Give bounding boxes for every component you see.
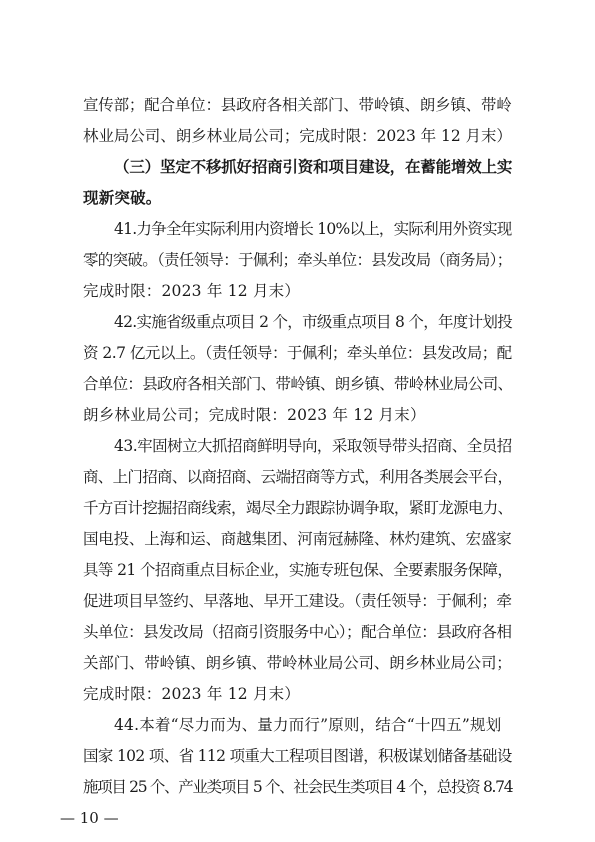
text-line: 国家 102 项、省 112 项重大工程项目图谱，积极谋划储备基础设 bbox=[83, 747, 512, 765]
text-line: 44.本着“尽力而为、量力而行”原则，结合“十四五”规划 bbox=[114, 716, 502, 734]
section-heading: 现新突破。 bbox=[83, 189, 162, 207]
text-line: 国电投、上海和运、商越集团、河南冠赫隆、林灼建筑、宏盛家 bbox=[83, 530, 512, 548]
text-line: 千方百计挖掘招商线索，竭尽全力跟踪协调争取，紧盯龙源电力、 bbox=[83, 499, 513, 517]
text-line: 41.力争全年实际利用内资增长 10%以上，实际利用外资实现 bbox=[114, 220, 512, 238]
page-number: — 10 — bbox=[60, 809, 119, 827]
text-line: 43.牢固树立大抓招商鲜明导向，采取领导带头招商、全员招 bbox=[114, 437, 512, 455]
text-line: 林业局公司、朗乡林业局公司；完成时限：2023 年 12 月末） bbox=[83, 127, 512, 145]
text-line: 42.实施省级重点项目 2 个，市级重点项目 8 个，年度计划投 bbox=[114, 313, 512, 331]
text-line: 合单位：县政府各相关部门、带岭镇、朗乡镇、带岭林业局公司、 bbox=[83, 375, 513, 393]
text-line: 资 2.7 亿元以上。（责任领导：于佩利；牵头单位：县发改局；配 bbox=[83, 344, 512, 362]
text-line: 关部门、带岭镇、朗乡镇、带岭林业局公司、朗乡林业局公司； bbox=[83, 654, 512, 672]
text-line: 朗乡林业局公司；完成时限：2023 年 12 月末） bbox=[83, 406, 426, 424]
text-line: 宣传部；配合单位：县政府各相关部门、带岭镇、朗乡镇、带岭 bbox=[83, 96, 512, 114]
text-line: 完成时限：2023 年 12 月末） bbox=[83, 282, 301, 300]
text-line: 头单位：县发改局（招商引资服务中心）；配合单位：县政府各相 bbox=[83, 623, 512, 641]
text-line: 具等 21 个招商重点目标企业，实施专班包保、全要素服务保障， bbox=[83, 561, 513, 579]
section-heading: （三）坚定不移抓好招商引资和项目建设，在蓄能增效上实 bbox=[114, 158, 513, 176]
text-line: 零的突破。（责任领导：于佩利；牵头单位：县发改局（商务局）； bbox=[83, 251, 512, 269]
text-line: 促进项目早签约、早落地、早开工建设。（责任领导：于佩利；牵 bbox=[83, 592, 512, 610]
text-line: 完成时限：2023 年 12 月末） bbox=[83, 685, 301, 703]
text-line: 施项目 25 个、产业类项目 5 个、社会民生类项目 4 个，总投资 8.74 bbox=[83, 778, 513, 796]
text-line: 商、上门招商、以商招商、云端招商等方式，利用各类展会平台， bbox=[83, 468, 513, 486]
